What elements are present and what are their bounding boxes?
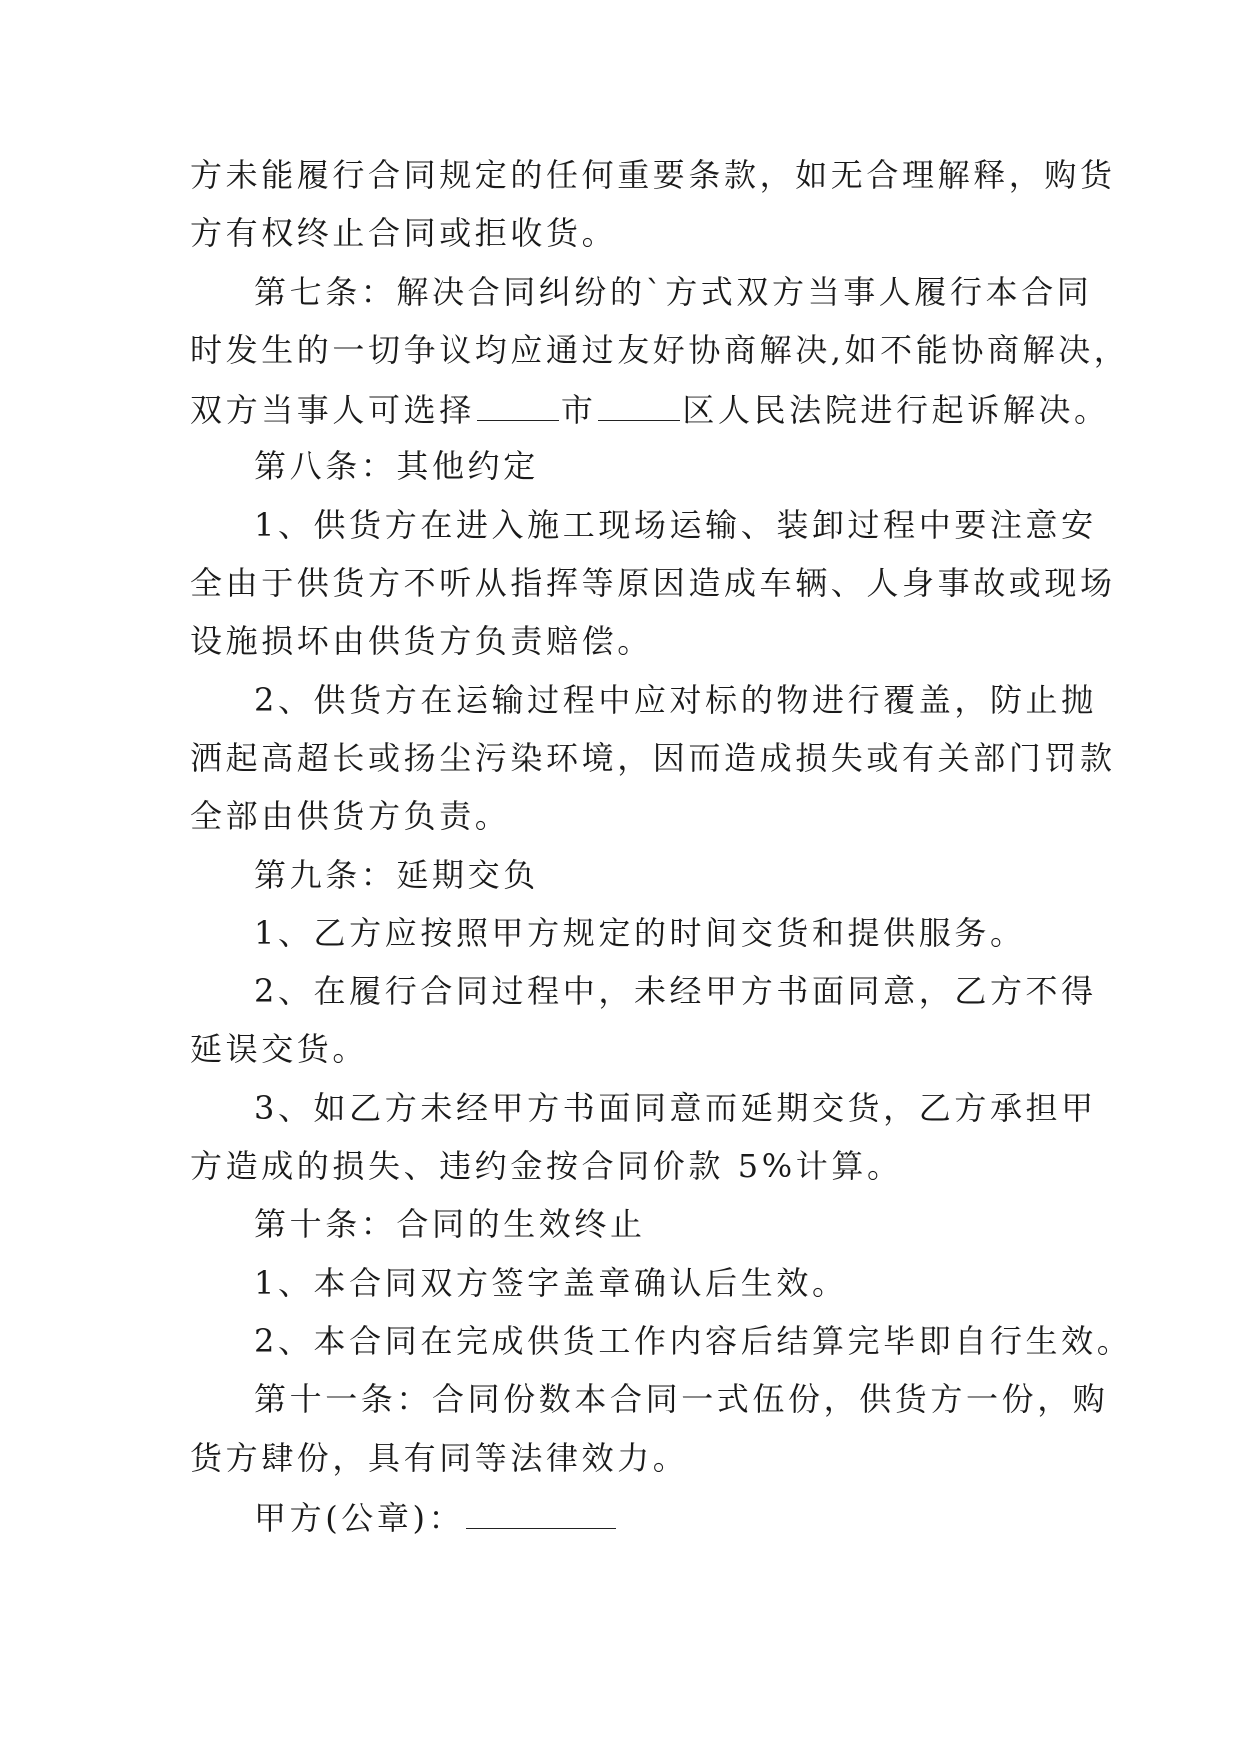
document-page (190, 156, 1133, 1558)
text-line: 洒起高超长或扬尘污染环境，因而造成损失或有关部门罚款 (190, 738, 1116, 777)
text-line: 时发生的一切争议均应通过友好协商解决,如不能协商解决， (190, 330, 1130, 369)
text-line: 设施损坏由供货方负责赔偿。 (190, 622, 653, 661)
party-a-seal-line (190, 1498, 1050, 1537)
text-line: 2、供货方在运输过程中应对标的物进行覆盖，防止抛 (254, 680, 1097, 719)
text-line: 方未能履行合同规定的任何重要条款，如无合理解释，购货 (190, 156, 1116, 194)
district-blank[interactable] (598, 392, 680, 421)
text-line: 1、供货方在进入施工现场运输、装卸过程中要注意安 (254, 505, 1097, 544)
article-9-heading: 第九条：延期交负 (254, 855, 539, 894)
court-choice-line (190, 391, 1110, 430)
text-line: 延误交货。 (190, 1030, 369, 1069)
text-line: 1、本合同双方签字盖章确认后生效。 (254, 1263, 848, 1302)
text-line: 货方肆份，具有同等法律效力。 (190, 1438, 689, 1477)
text-line: 1、乙方应按照甲方规定的时间交货和提供服务。 (254, 913, 1026, 952)
article-7-heading: 第七条：解决合同纠纷的`方式双方当事人履行本合同 (254, 272, 1093, 311)
text-line: 全部由供货方负责。 (190, 797, 511, 836)
text-line: 3、如乙方未经甲方书面同意而延期交货，乙方承担甲 (254, 1088, 1097, 1127)
text-segment: 区人民法院进行起诉解决。 (682, 391, 1110, 430)
article-8-heading: 第八条：其他约定 (254, 447, 539, 486)
party-a-seal-blank[interactable] (466, 1500, 616, 1529)
text-line: 方有权终止合同或拒收货。 (190, 214, 618, 253)
text-line: 2、在履行合同过程中，未经甲方书面同意，乙方不得 (254, 972, 1097, 1011)
text-line: 全由于供货方不听从指挥等原因造成车辆、人身事故或现场 (190, 564, 1116, 603)
text-line: 2、本合同在完成供货工作内容后结算完毕即自行生效。 (254, 1321, 1133, 1360)
text-line: 方造成的损失、违约金按合同价款 5%计算。 (190, 1147, 903, 1186)
city-blank[interactable] (477, 392, 559, 421)
article-10-heading: 第十条：合同的生效终止 (254, 1205, 646, 1244)
article-11-heading: 第十一条：合同份数本合同一式伍份，供货方一份，购 (254, 1380, 1109, 1419)
text-segment: 市 (560, 391, 597, 430)
party-a-label: 甲方(公章)： (254, 1498, 465, 1537)
text-segment: 双方当事人可选择 (190, 391, 475, 430)
